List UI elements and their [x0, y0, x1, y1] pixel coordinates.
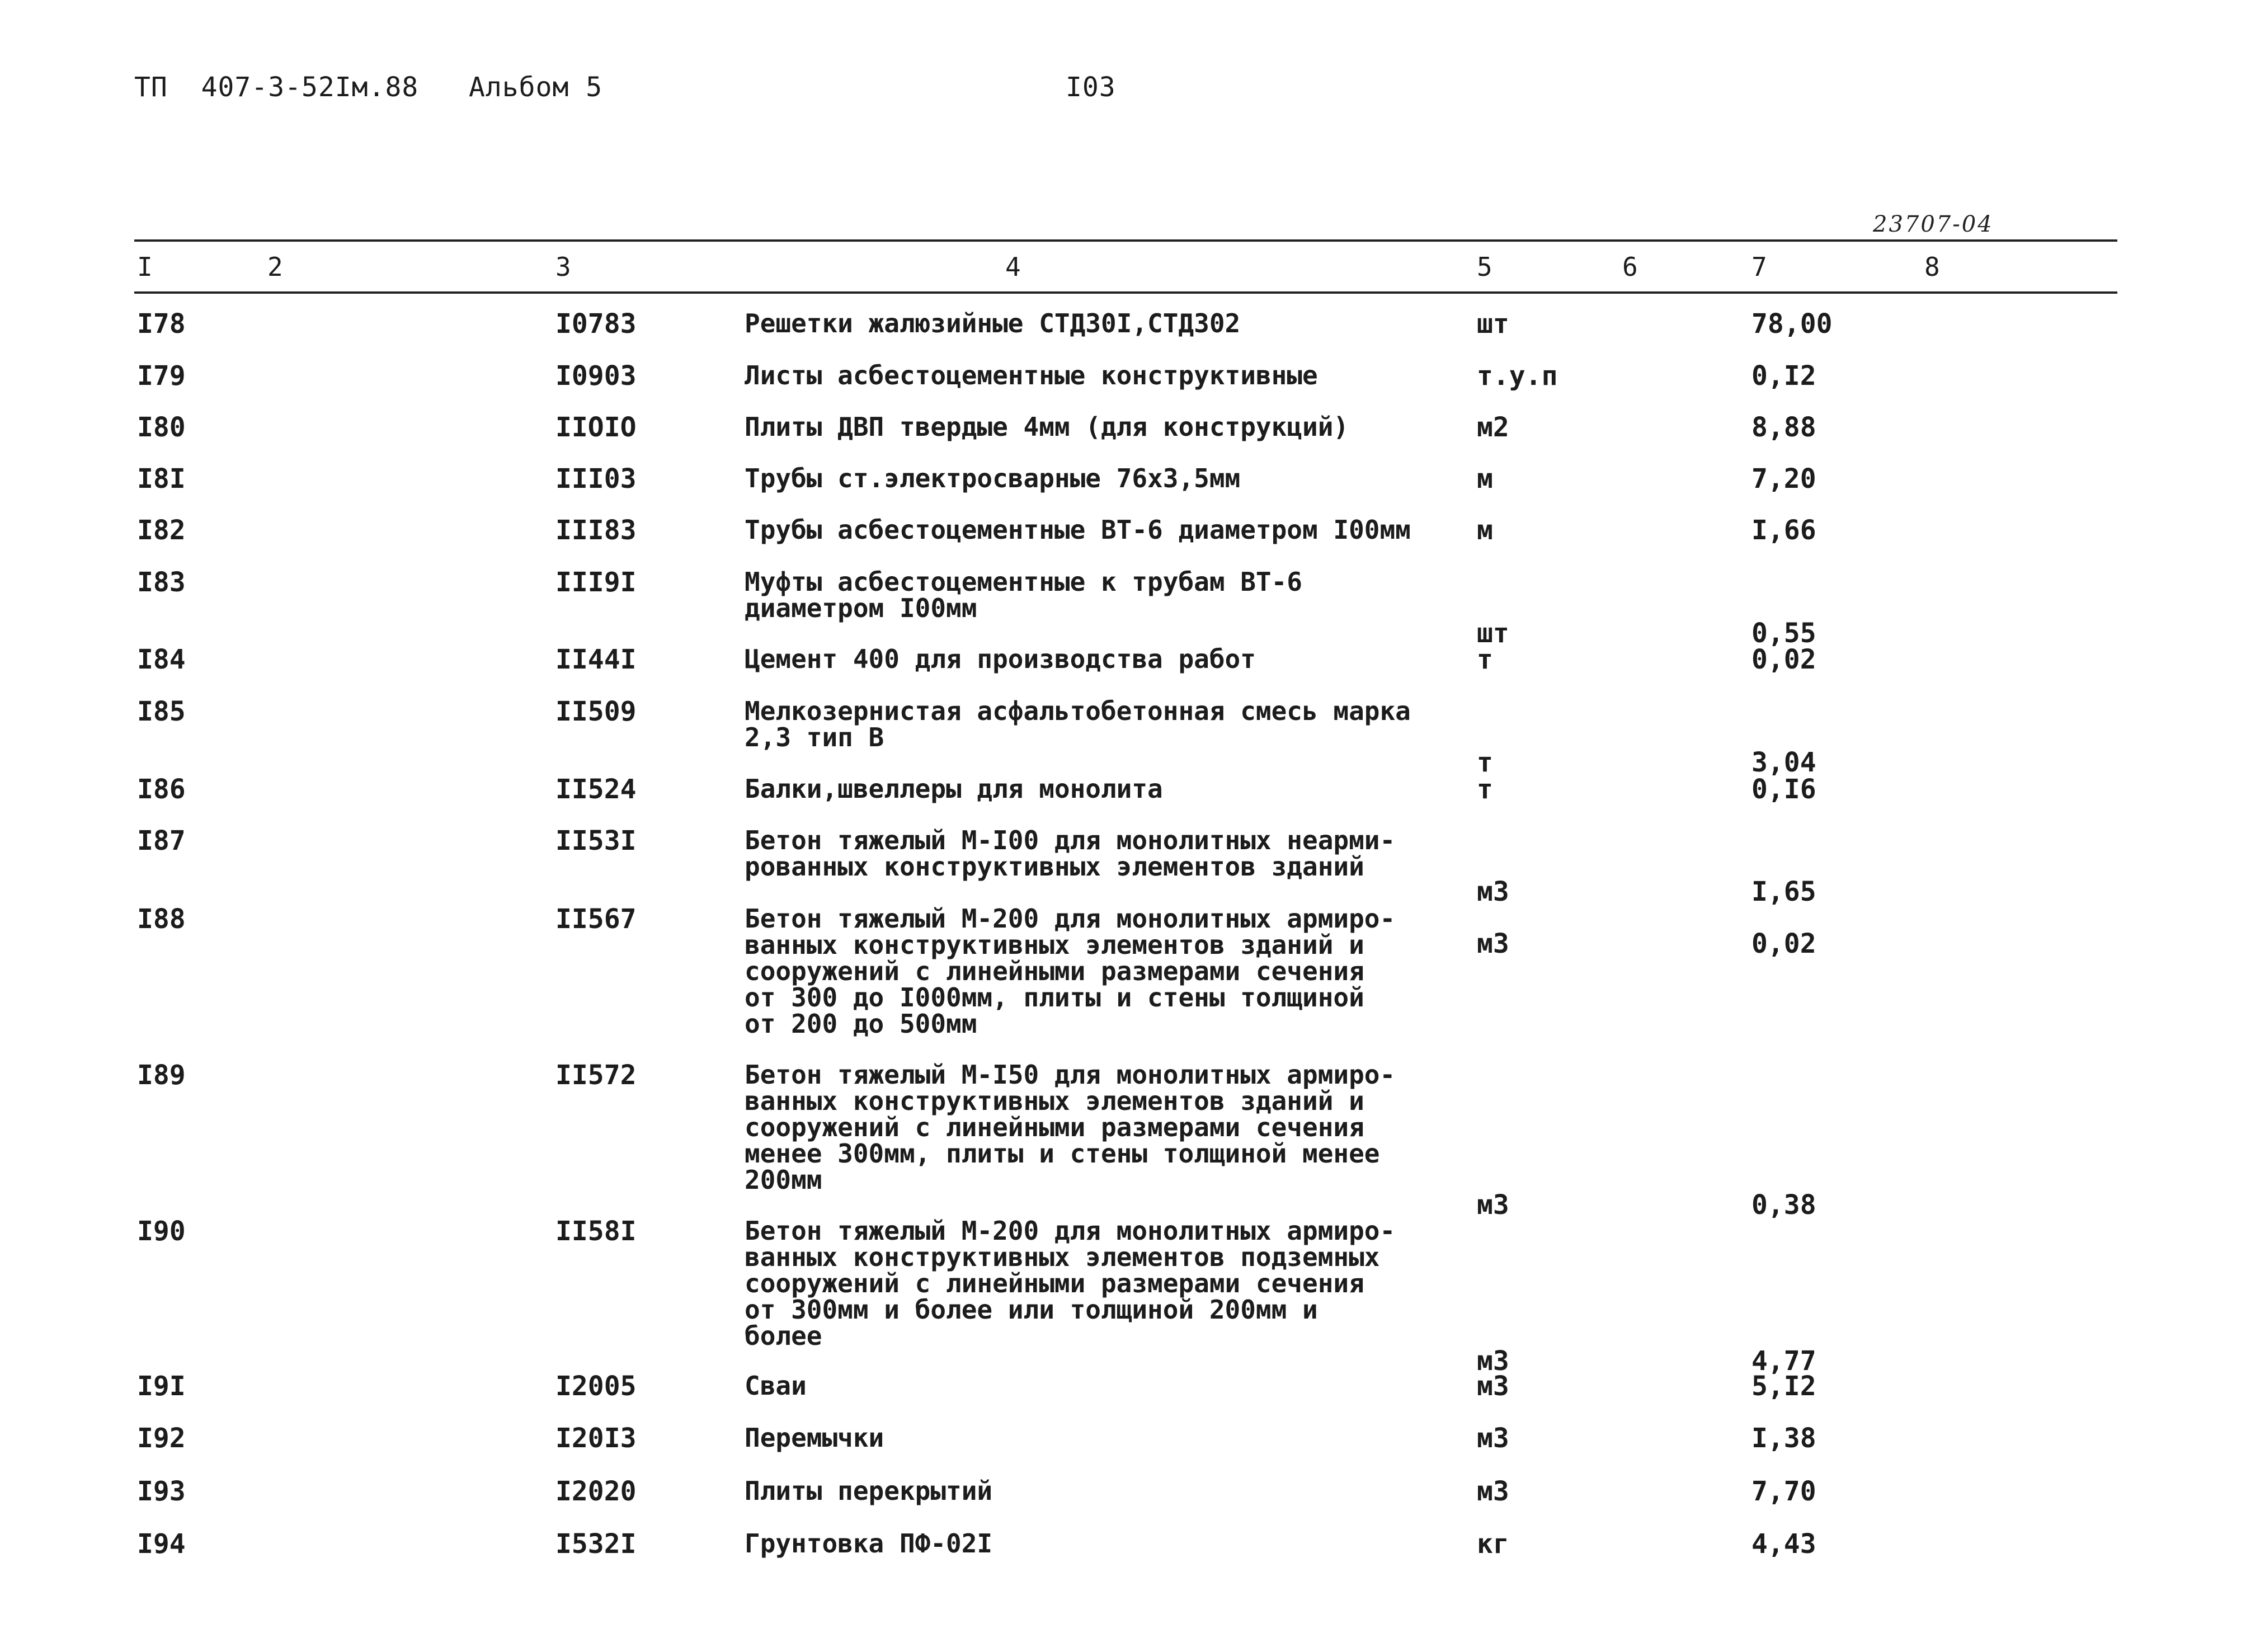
- resource-description: [745, 360, 1318, 390]
- quantity: 0,55: [1751, 618, 1816, 649]
- resource-code: III9I: [555, 567, 637, 598]
- description-line: Перемычки: [745, 1423, 884, 1453]
- document-code: [134, 72, 602, 103]
- description-line: Плиты ДВП твердые 4мм (для конструкций): [745, 412, 1349, 442]
- resource-description: [745, 1218, 1395, 1349]
- description-line: ванных конструктивных элементов зданий и: [745, 930, 1364, 960]
- column-header-8: 8: [1924, 252, 1940, 282]
- row-number: I88: [137, 903, 186, 935]
- quantity: 3,04: [1751, 747, 1816, 778]
- description-line: более: [745, 1321, 822, 1351]
- description-line: Бетон тяжелый М-I50 для монолитных армиро-: [745, 1060, 1396, 1090]
- description-line: Бетон тяжелый М-I00 для монолитных неарми-: [745, 825, 1396, 855]
- description-line: Балки,швеллеры для монолита: [745, 774, 1163, 804]
- row-number: I83: [137, 567, 186, 598]
- resource-code: II567: [555, 903, 637, 935]
- resource-description: [745, 827, 1395, 880]
- row-number: I79: [137, 360, 186, 392]
- unit-of-measure: т: [1477, 747, 1493, 778]
- row-number: I8I: [137, 463, 186, 495]
- unit-of-measure: м: [1477, 463, 1493, 495]
- unit-of-measure: т.у.п: [1477, 360, 1558, 392]
- description-line: Грунтовка ПФ-02I: [745, 1528, 993, 1559]
- resource-code: II572: [555, 1060, 637, 1091]
- unit-of-measure: м3: [1477, 1423, 1509, 1454]
- quantity: 7,70: [1751, 1476, 1816, 1507]
- quantity: 0,I2: [1751, 360, 1816, 392]
- row-number: I9I: [137, 1371, 186, 1402]
- description-line: диаметром I00мм: [745, 593, 977, 623]
- description-line: 200мм: [745, 1165, 822, 1195]
- resource-description: [745, 776, 1163, 802]
- row-number: I86: [137, 774, 186, 805]
- unit-of-measure: т: [1477, 774, 1493, 805]
- unit-of-measure: м3: [1477, 1371, 1509, 1402]
- description-line: сооружений с линейными размерами сечения: [745, 1268, 1364, 1298]
- column-header-5: 5: [1477, 252, 1492, 282]
- resource-description: [745, 1062, 1395, 1193]
- inventory-stamp: 23707-04: [1873, 211, 1994, 237]
- description-line: Муфты асбестоцементные к трубам ВТ-6: [745, 567, 1302, 597]
- column-header-1: I: [137, 252, 153, 282]
- unit-of-measure: м3: [1477, 1476, 1509, 1507]
- description-line: менее 300мм, плиты и стены толщиной менее: [745, 1138, 1380, 1169]
- quantity: I,38: [1751, 1423, 1816, 1454]
- row-number: I85: [137, 696, 186, 727]
- quantity: 0,I6: [1751, 774, 1816, 805]
- unit-of-measure: м: [1477, 515, 1493, 546]
- column-header-7: 7: [1751, 252, 1767, 282]
- quantity: 0,02: [1751, 644, 1816, 675]
- resource-code: I532I: [555, 1528, 637, 1560]
- unit-of-measure: шт: [1477, 308, 1509, 340]
- unit-of-measure: м3: [1477, 1345, 1509, 1377]
- description-line: сооружений с линейными размерами сечения: [745, 1112, 1364, 1142]
- description-line: ванных конструктивных элементов зданий и: [745, 1086, 1364, 1116]
- unit-of-measure: м3: [1477, 1189, 1509, 1221]
- resource-code: II509: [555, 696, 637, 727]
- resource-description: [745, 1528, 993, 1559]
- description-line: Листы асбестоцементные конструктивные: [745, 360, 1318, 390]
- description-line: Трубы асбестоцементные ВТ-6 диаметром I00мм: [745, 515, 1411, 545]
- column-header-3: 3: [555, 252, 571, 282]
- description-line: от 300 до I000мм, плиты и стены толщиной: [745, 982, 1364, 1013]
- description-line: ванных конструктивных элементов подземных: [745, 1242, 1380, 1272]
- quantity: 0,02: [1751, 928, 1816, 959]
- quantity: 78,00: [1751, 308, 1833, 340]
- resource-description: [745, 1425, 884, 1451]
- resource-description: [745, 465, 1240, 492]
- resource-code: I0783: [555, 308, 637, 340]
- resource-code: II53I: [555, 825, 637, 856]
- page-number: I03: [1066, 72, 1116, 103]
- column-header-4: 4: [1005, 252, 1021, 282]
- album-label: Альбом 5: [468, 72, 603, 103]
- row-number: I84: [137, 644, 186, 675]
- resource-code: II524: [555, 774, 637, 805]
- resource-code: I2005: [555, 1371, 637, 1402]
- resource-code: I2020: [555, 1476, 637, 1507]
- unit-of-measure: м2: [1477, 412, 1509, 443]
- quantity: I,66: [1751, 515, 1816, 546]
- row-number: I92: [137, 1423, 186, 1454]
- doc-code: ТП 407-3-52Iм.88: [134, 72, 419, 103]
- resource-code: I0903: [555, 360, 637, 392]
- description-line: Бетон тяжелый М-200 для монолитных армиро-: [745, 903, 1396, 934]
- description-line: 2,3 тип В: [745, 722, 884, 752]
- quantity: 0,38: [1751, 1189, 1816, 1221]
- resource-description: [745, 698, 1411, 751]
- column-header-2: 2: [267, 252, 283, 282]
- row-number: I89: [137, 1060, 186, 1091]
- row-number: I93: [137, 1476, 186, 1507]
- quantity: I,65: [1751, 876, 1816, 907]
- description-line: сооружений с линейными размерами сечения: [745, 956, 1364, 986]
- description-line: Трубы ст.электросварные 76х3,5мм: [745, 463, 1241, 493]
- row-number: I80: [137, 412, 186, 443]
- unit-of-measure: т: [1477, 644, 1493, 675]
- resource-description: [745, 569, 1302, 622]
- unit-of-measure: шт: [1477, 618, 1509, 649]
- row-number: I87: [137, 825, 186, 856]
- description-line: Бетон тяжелый М-200 для монолитных армиро-: [745, 1216, 1396, 1246]
- resource-code: I20I3: [555, 1423, 637, 1454]
- table-top-rule: [134, 239, 2117, 242]
- resource-description: [745, 1373, 807, 1399]
- resource-code: III03: [555, 463, 637, 495]
- resource-description: [745, 903, 1396, 1039]
- resource-code: II44I: [555, 644, 637, 675]
- resource-description: [745, 414, 1349, 440]
- unit-of-measure: м3: [1477, 876, 1509, 907]
- quantity: 4,77: [1751, 1345, 1816, 1377]
- description-line: от 200 до 500мм: [745, 1009, 977, 1039]
- resource-description: [745, 646, 1256, 672]
- resource-code: IIOIO: [555, 412, 637, 443]
- resource-description: [745, 517, 1411, 543]
- row-number: I94: [137, 1528, 186, 1560]
- unit-of-measure: кг: [1477, 1528, 1509, 1560]
- description-line: Мелкозернистая асфальтобетонная смесь марка: [745, 696, 1411, 726]
- description-line: Сваи: [745, 1371, 807, 1401]
- column-header-6: 6: [1622, 252, 1638, 282]
- unit-of-measure: м3: [1477, 928, 1509, 959]
- quantity: 5,I2: [1751, 1371, 1816, 1402]
- row-number: I90: [137, 1216, 186, 1247]
- quantity: 7,20: [1751, 463, 1816, 495]
- resource-description: [745, 310, 1240, 337]
- row-number: I82: [137, 515, 186, 546]
- quantity: 8,88: [1751, 412, 1816, 443]
- resource-description: [745, 1478, 992, 1504]
- quantity: 4,43: [1751, 1528, 1816, 1560]
- description-line: Решетки жалюзийные СТД30I,СТД302: [745, 308, 1241, 338]
- description-line: Плиты перекрытий: [745, 1476, 993, 1506]
- table-header-rule: [134, 291, 2117, 294]
- row-number: I78: [137, 308, 186, 340]
- description-line: от 300мм и более или толщиной 200мм и: [745, 1295, 1318, 1325]
- resource-code: III83: [555, 515, 637, 546]
- description-line: Цемент 400 для производства работ: [745, 644, 1256, 674]
- description-line: рованных конструктивных элементов зданий: [745, 851, 1364, 882]
- resource-code: II58I: [555, 1216, 637, 1247]
